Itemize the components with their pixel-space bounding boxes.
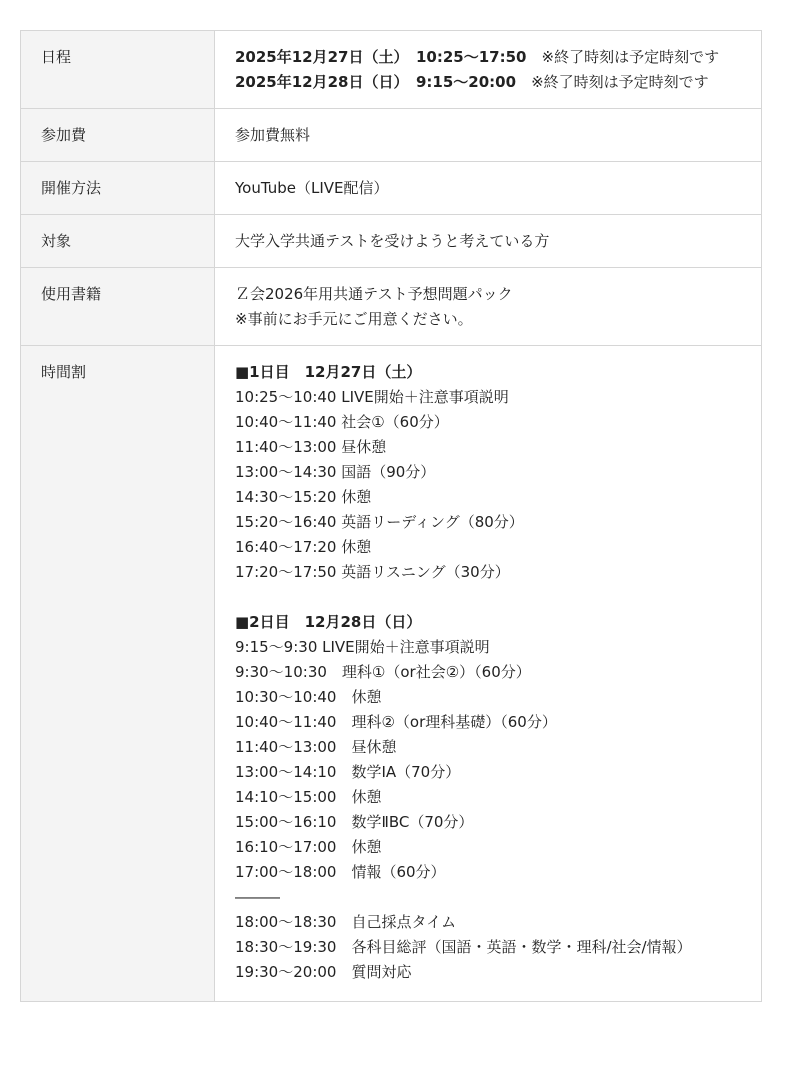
table-row-books bbox=[21, 268, 762, 346]
list-item: 15:20～16:40 英語リーディング（80分） bbox=[235, 513, 524, 531]
list-item: 11:40～13:00 昼休憩 bbox=[235, 738, 397, 756]
row-label-timetable: 時間割 bbox=[41, 363, 87, 381]
list-item: 17:00～18:00 情報（60分） bbox=[235, 863, 446, 881]
books-line-2: ※事前にお手元にご用意ください。 bbox=[235, 310, 473, 328]
divider-text: ――― bbox=[235, 888, 280, 906]
table-row-method bbox=[21, 162, 762, 215]
row-value-cell bbox=[215, 31, 762, 109]
row-value-cell bbox=[215, 268, 762, 346]
list-item: 9:30～10:30 理科①（or社会②）（60分） bbox=[235, 663, 531, 681]
row-value-cell bbox=[215, 162, 762, 215]
list-item: 10:40～11:40 社会①（60分） bbox=[235, 413, 449, 431]
date-1-note: ※終了時刻は予定時刻です bbox=[526, 48, 720, 66]
target-value: 大学入学共通テストを受けようと考えている方 bbox=[235, 232, 550, 250]
list-item: 18:30～19:30 各科目総評（国語・英語・数学・理科/社会/情報） bbox=[235, 938, 692, 956]
row-label-schedule: 日程 bbox=[41, 48, 72, 66]
list-item: 14:30～15:20 休憩 bbox=[235, 488, 372, 506]
date-line-2 bbox=[235, 70, 733, 95]
row-label-fee: 参加費 bbox=[41, 126, 87, 144]
list-item: 11:40～13:00 昼休憩 bbox=[235, 438, 387, 456]
table-row-timetable bbox=[21, 346, 762, 1002]
row-value-cell bbox=[215, 109, 762, 162]
day1-heading: ■1日目 12月27日（土） bbox=[235, 363, 422, 381]
date-2-note: ※終了時刻は予定時刻です bbox=[516, 73, 709, 91]
list-item: 10:25～10:40 LIVE開始＋注意事項説明 bbox=[235, 388, 509, 406]
list-item: 16:10～17:00 休憩 bbox=[235, 838, 382, 856]
date-2-time: 2025年12月28日（日） 9:15～20:00 bbox=[235, 73, 517, 91]
list-item: 10:30～10:40 休憩 bbox=[235, 688, 382, 706]
list-item: 17:20～17:50 英語リスニング（30分） bbox=[235, 563, 510, 581]
list-item: 19:30～20:00 質問対応 bbox=[235, 963, 412, 981]
row-label-method: 開催方法 bbox=[41, 179, 102, 197]
table-row-target bbox=[21, 215, 762, 268]
method-value: YouTube（LIVE配信） bbox=[235, 179, 389, 197]
list-item: 10:40～11:40 理科②（or理科基礎）（60分） bbox=[235, 713, 557, 731]
row-label-cell bbox=[21, 268, 215, 346]
list-item: 13:00～14:30 国語（90分） bbox=[235, 463, 436, 481]
date-line-1 bbox=[235, 45, 733, 70]
table-row-schedule bbox=[21, 31, 762, 109]
row-label-target: 対象 bbox=[41, 232, 72, 250]
row-label-cell bbox=[21, 109, 215, 162]
list-item: 14:10～15:00 休憩 bbox=[235, 788, 382, 806]
list-item: 15:00～16:10 数学ⅡBC（70分） bbox=[235, 813, 474, 831]
date-1-time: 2025年12月27日（土） 10:25～17:50 bbox=[235, 48, 527, 66]
row-label-cell bbox=[21, 162, 215, 215]
list-item: 16:40～17:20 休憩 bbox=[235, 538, 372, 556]
list-item: 18:00～18:30 自己採点タイム bbox=[235, 913, 457, 931]
books-line-1: Ｚ会2026年用共通テスト予想問題パック bbox=[235, 285, 513, 303]
row-value-cell bbox=[215, 346, 762, 1002]
list-item: 9:15～9:30 LIVE開始＋注意事項説明 bbox=[235, 638, 490, 656]
row-value-cell bbox=[215, 215, 762, 268]
table-row-fee bbox=[21, 109, 762, 162]
row-label-cell bbox=[21, 31, 215, 109]
row-label-cell bbox=[21, 346, 215, 1002]
list-item: 13:00～14:10 数学IA（70分） bbox=[235, 763, 461, 781]
spacer bbox=[235, 585, 733, 610]
day2-heading: ■2日目 12月28日（日） bbox=[235, 613, 422, 631]
event-info-table bbox=[20, 30, 762, 1002]
row-label-books: 使用書籍 bbox=[41, 285, 102, 303]
row-label-cell bbox=[21, 215, 215, 268]
fee-value: 参加費無料 bbox=[235, 126, 311, 144]
